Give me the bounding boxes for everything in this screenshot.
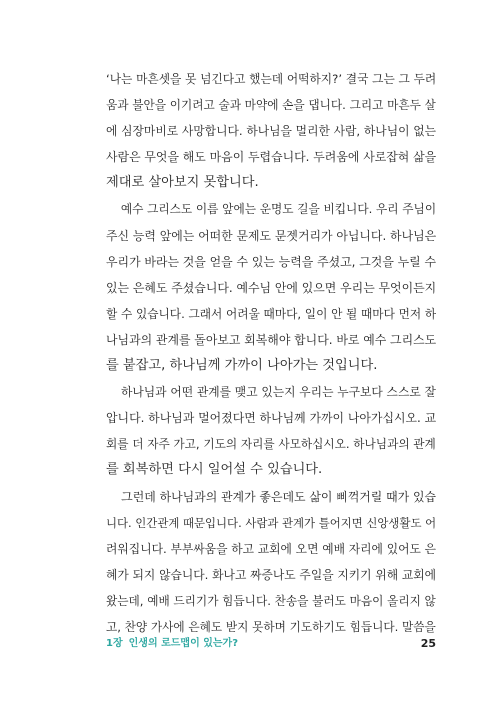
text-line: 를 회복하면 다시 일어설 수 있습니다.	[106, 462, 323, 478]
text-line: 회를 더 자주 가고, 기도의 자리를 사모하십시오. 하나님과의 관계	[106, 437, 436, 452]
text-line: ‘나는 마흔셋을 못 넘긴다고 했는데 어떡하지?’ 결국 그는 그 두려	[106, 72, 436, 86]
text-line: 왔는데, 예배 드리기가 힘듭니다. 찬송을 불러도 마음이 올리지 않	[106, 593, 436, 608]
text-line: 나님과의 관계를 돌아보고 회복해야 합니다. 바로 예수 그리스도	[106, 332, 436, 347]
chapter-title: 인생의 로드맵이 있는가?	[128, 638, 238, 649]
text-line: 압니다. 하나님과 멀어졌다면 하나님께 가까이 나아가십시오. 교	[106, 411, 436, 426]
text-line: 를 붙잡고, 하나님께 가까이 나아가는 것입니다.	[106, 358, 378, 374]
text-line: 혜가 되지 않습니다. 화나고 짜증나도 주일을 지키기 위해 교회에	[106, 567, 436, 582]
text-line: 움과 불안을 이기려고 술과 마약에 손을 댑니다. 그리고 마흔두 살	[106, 98, 436, 113]
text-line: 예수 그리스도 이름 앞에는 운명도 길을 비킵니다. 우리 주님이	[106, 202, 436, 217]
text-line: 니다. 인간관계 때문입니다. 사람과 관계가 틀어지면 신앙생활도 어	[106, 515, 436, 530]
text-line: 있는 은혜도 주셨습니다. 예수님 안에 있으면 우리는 무엇이든지	[106, 280, 436, 295]
text-line: 사람은 무엇을 해도 마음이 두렵습니다. 두려움에 사로잡혀 삶을	[106, 150, 436, 165]
text-line: 고, 찬양 가사에 은혜도 받지 못하며 기도하기도 힘듭니다. 말씀을	[106, 619, 436, 634]
chapter-number: 1장	[106, 638, 123, 649]
text-line: 주신 능력 앞에는 어떠한 문제도 문젯거리가 아닙니다. 하나님은	[106, 228, 436, 243]
text-line: 할 수 있습니다. 그래서 어려울 때마다, 일이 안 될 때마다 먼저 하	[106, 306, 436, 321]
text-line: 하나님과 어떤 관계를 맺고 있는지 우리는 누구보다 스스로 잘	[106, 385, 436, 400]
text-line: 그런데 하나님과의 관계가 좋은데도 삶이 삐꺽거릴 때가 있습	[106, 489, 436, 504]
page-footer	[106, 636, 436, 652]
page-number: 25	[420, 637, 436, 650]
text-line: 에 심장마비로 사망합니다. 하나님을 멀리한 사람, 하나님이 없는	[106, 124, 436, 139]
text-line: 려워집니다. 부부싸움을 하고 교회에 오면 예배 자리에 있어도 은	[106, 541, 436, 556]
text-line: 우리가 바라는 것을 얻을 수 있는 능력을 주셨고, 그것을 누릴 수	[106, 254, 436, 269]
text-line: 제대로 살아보지 못합니다.	[106, 175, 259, 191]
body-text	[106, 66, 436, 640]
